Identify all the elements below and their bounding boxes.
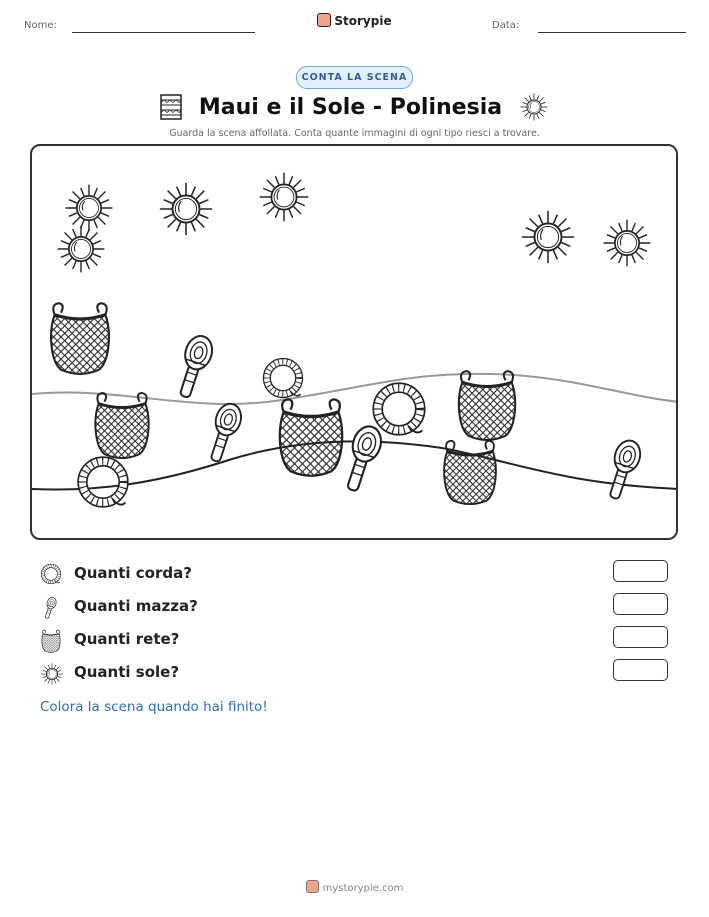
name-label: Nome: <box>24 20 57 31</box>
name-field[interactable] <box>72 32 255 33</box>
tribal-panel-icon <box>160 94 182 120</box>
footer <box>0 880 709 894</box>
storypie-logo-icon <box>306 880 319 893</box>
scene-sun <box>257 170 311 224</box>
sun-icon <box>40 662 64 686</box>
scene-net <box>452 368 522 442</box>
answer-box-sole[interactable] <box>613 659 668 681</box>
scene-sun <box>519 208 577 266</box>
scene-rope <box>261 356 305 400</box>
title-row <box>0 92 709 122</box>
scene-net <box>439 438 501 506</box>
activity-badge: CONTA LA SCENA <box>296 66 413 89</box>
page-subtitle: Guarda la scena affollata. Conta quante immagini di ogni tipo riesci a trovare. <box>169 128 540 139</box>
brand-logo: Storypie <box>0 13 709 28</box>
date-field[interactable] <box>538 32 686 33</box>
scene-net <box>46 300 114 376</box>
scene-sun <box>55 223 107 275</box>
storypie-logo-icon <box>317 13 331 27</box>
page-title: Maui e il Sole - Polinesia <box>198 94 503 120</box>
scene-rope <box>75 454 131 510</box>
answer-box-mazza[interactable] <box>613 593 668 615</box>
net-icon <box>40 629 62 653</box>
sun-icon <box>519 92 549 122</box>
scene-club <box>174 332 214 402</box>
question-label: Quanti rete? <box>74 630 180 648</box>
rope-icon <box>40 563 62 585</box>
scene-club <box>604 436 642 504</box>
footer-url[interactable]: mystorypie.com <box>322 883 404 894</box>
date-label: Data: <box>492 20 520 31</box>
question-label: Quanti corda? <box>74 564 192 582</box>
question-label: Quanti mazza? <box>74 597 198 615</box>
coloring-instruction: Colora la scena quando hai finito! <box>40 699 268 715</box>
scene-rope <box>370 380 428 438</box>
answer-box-corda[interactable] <box>613 560 668 582</box>
question-label: Quanti sole? <box>74 663 180 681</box>
scene-net <box>274 396 348 478</box>
scene-club <box>205 400 243 466</box>
counting-scene <box>30 144 678 540</box>
club-icon <box>40 596 60 620</box>
answer-box-rete[interactable] <box>613 626 668 648</box>
scene-sun <box>157 180 215 238</box>
scene-sun <box>601 217 653 269</box>
scene-net <box>90 390 154 460</box>
